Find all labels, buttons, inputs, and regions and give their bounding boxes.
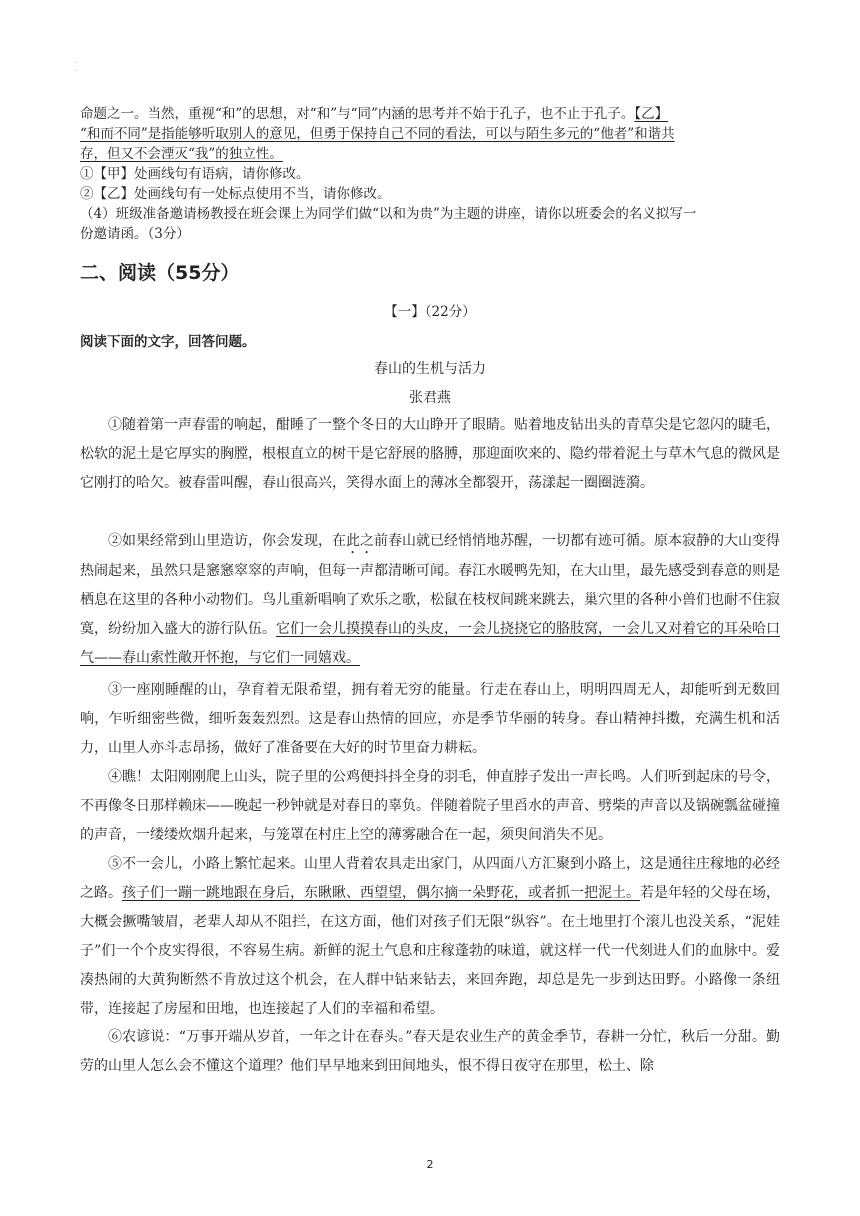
article-author: 张君燕 bbox=[409, 390, 451, 406]
paragraph-4: ④瞧！太阳刚刚爬上山头，院子里的公鸡便抖抖全身的羽毛，伸直脖子发出一声长鸣。人们听到起床的号令，不再像冬日那样赖床——晚起一秒钟就是对春日的辜负。伴随着院子里舀水的声音、劈柴的声音以及锅碗瓢盆碰撞的声音，一缕缕炊烟升起来，与笼罩在村庄上空的薄雾融合在一起，须臾间消失不见。 bbox=[80, 769, 780, 843]
header-marks: · · bbox=[76, 60, 78, 75]
paragraph-5 bbox=[80, 850, 780, 1024]
paragraph-2-text-a: ②如果经常到山里造访，你会发现，在 bbox=[108, 533, 346, 549]
paragraph-2-underlined-sentence: 它们一会儿摸摸春山的头皮，一会儿挠挠它的胳肢窝，一会儿又对着它的耳朵哈口气——春山索性敞开怀抱，与它们一同嬉戏。 bbox=[80, 621, 780, 666]
question-4-line-1: （4）班级准备邀请杨教授在班会课上为同学们做“以和为贵”为主题的讲座，请你以班委会的名义拟写一 bbox=[80, 206, 697, 222]
paragraph-1: ①随着第一声春雷的响起，酣睡了一整个冬日的大山睁开了眼睛。贴着地皮钻出头的青草尖是它忽闪的睫毛，松软的泥土是它厚实的胸膛，根根直立的树干是它舒展的胳膊，那迎面吹来的、隐约带着泥土与草木气息的微风是它刚打的哈欠。被春雷叫醒，春山很高兴，笑得水面上的薄冰全都裂开，荡漾起一圈圈涟漪。 bbox=[80, 417, 780, 491]
intro-line-2: “和而不同”是指能够听取别人的意见，但勇于保持自己不同的看法，可以与陌生多元的“他者”和谐共 bbox=[80, 126, 675, 142]
question-4-line-2: 份邀请函。（3分） bbox=[80, 226, 190, 242]
paragraph-5-text-a: ⑤不一会儿，小路上繁忙起来。山里人背着农具走出家门，从四面八方汇聚到小路上，这是通往庄稼地的必经之路。 bbox=[80, 856, 780, 901]
page-number: 2 bbox=[426, 1158, 434, 1171]
paragraph-6: ⑥农谚说：“万事开端从岁首，一年之计在春头。”春天是农业生产的黄金季节，春耕一分忙，秋后一分甜。勤劳的山里人怎么会不懂这个道理？他们早早地来到田间地头，恨不得日夜守在那里，松土、除 bbox=[80, 1029, 780, 1074]
paragraph-2 bbox=[80, 527, 780, 673]
article-title: 春山的生机与活力 bbox=[374, 361, 486, 377]
intro-marker-yi: 【乙】 bbox=[634, 106, 669, 122]
paragraph-5-text-b: 若是年轻的父母在场，大概会撅嘴皱眉，老辈人却从不阻拦，在这方面，他们对孩子们无限“纵容”。在土地里打个滚儿也没关系，“泥娃子”们一个个皮实得很，不容易生病。新鲜的泥土气息和庄稼蓬勃的味道，就这样一代一代刻进人们的血脉中。爱凑热闹的大黄狗断然不肯放过这个机会，在人群中钻来钻去，来回奔跑，却总是先一步到达田野。小路像一条纽带，连接起了房屋和田地，也连接起了人们的幸福和希望。 bbox=[80, 885, 780, 1017]
intro-line-1 bbox=[80, 104, 780, 124]
paragraph-2-text-b: 前春山就已经悄悄地苏醒，一切都有迹可循。原本寂静的大山变得热闹起来，虽然只是窸窸窣窣的声响，但每一声都清晰可闻。春江水暖鸭先知，在大山里，最先感受到春意的则是栖息在这里的各种小动物们。鸟儿重新唱响了欢乐之歌，松鼠在枝杈间跳来跳去，巢穴里的各种小兽们也耐不住寂寞，纷纷加入盛大的游行队伍。 bbox=[80, 533, 780, 637]
reading-instruction: 阅读下面的文字，回答问题。 bbox=[80, 334, 256, 350]
section-title: 二、阅读（55分） bbox=[80, 262, 240, 284]
sub-heading: 【一】（22分） bbox=[384, 304, 476, 320]
paragraph-2-dotted-words: 此之 bbox=[346, 533, 374, 549]
intro-line-1-text: 命题之一。当然，重视“和”的思想，对“和”与“同”内涵的思考并不始于孔子，也不止于孔子。 bbox=[80, 106, 635, 122]
question-2: ②【乙】处画线句有一处标点使用不当，请你修改。 bbox=[80, 186, 391, 202]
paragraph-3: ③一座刚睡醒的山，孕育着无限希望，拥有着无穷的能量。行走在春山上，明明四周无人，却能听到无数回响，乍听细密些微，细听轰轰烈烈。这是春山热情的回应，亦是季节华丽的转身。春山精神抖擞，充满生机和活力，山里人亦斗志昂扬，做好了准备要在大好的时节里奋力耕耘。 bbox=[80, 682, 780, 756]
paragraph-5-underlined-sentence: 孩子们一蹦一跳地跟在身后，东瞅瞅、西望望，偶尔摘一朵野花，或者抓一把泥土。 bbox=[122, 885, 640, 901]
intro-line-3: 存，但又不会湮灭“我”的独立性。 bbox=[80, 146, 283, 162]
question-1: ①【甲】处画线句有语病，请你修改。 bbox=[80, 166, 310, 182]
